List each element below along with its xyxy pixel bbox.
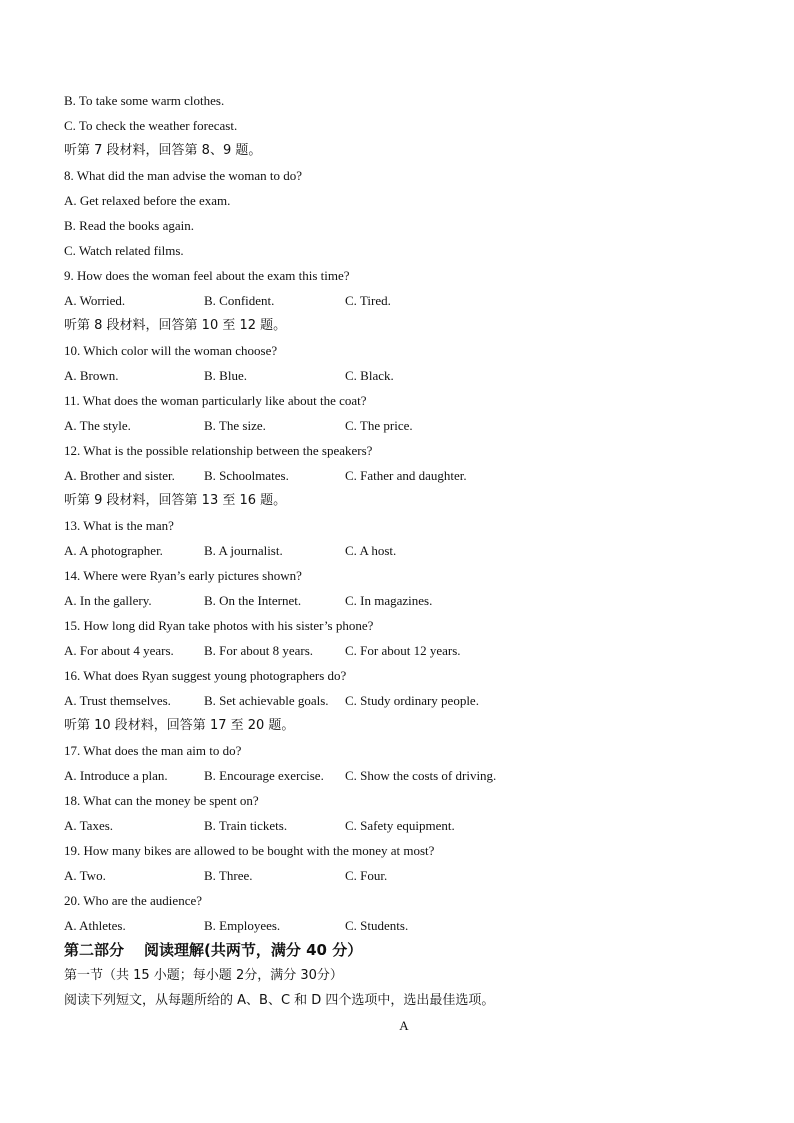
listening-instruction: 听第 7 段材料，回答第 8、9 题。 bbox=[64, 143, 262, 158]
option-c: C. Father and daughter. bbox=[345, 468, 467, 483]
option-b: B. Employees. bbox=[204, 918, 281, 933]
question-line: C. To check the weather forecast. bbox=[64, 118, 238, 133]
section-title: 阅读理解(共两节，满分 40 分） bbox=[144, 941, 363, 959]
options-row bbox=[64, 463, 744, 488]
option-c: C. Safety equipment. bbox=[345, 818, 455, 833]
options-row bbox=[64, 413, 744, 438]
listening-instruction: 听第 9 段材料，回答第 13 至 16 题。 bbox=[64, 493, 287, 508]
section-instruction: 阅读下列短文，从每题所给的 A、B、C 和 D 四个选项中，选出最佳选项。 bbox=[64, 993, 495, 1008]
listening-instruction: 听第 8 段材料，回答第 10 至 12 题。 bbox=[64, 318, 287, 333]
option-a: A. Worried. bbox=[64, 293, 126, 308]
option-b: B. Set achievable goals. bbox=[204, 693, 329, 708]
listening-instruction: 听第 10 段材料，回答第 17 至 20 题。 bbox=[64, 718, 295, 733]
option-b: B. The size. bbox=[204, 418, 266, 433]
option-a: A. Brother and sister. bbox=[64, 468, 175, 483]
options-row bbox=[64, 363, 744, 388]
option-a: A. For about 4 years. bbox=[64, 643, 174, 658]
question-line: A. Get relaxed before the exam. bbox=[64, 193, 231, 208]
option-b: B. For about 8 years. bbox=[204, 643, 314, 658]
option-c: C. For about 12 years. bbox=[345, 643, 461, 658]
option-c: C. Four. bbox=[345, 868, 388, 883]
option-b: B. Schoolmates. bbox=[204, 468, 289, 483]
question-line: B. To take some warm clothes. bbox=[64, 93, 225, 108]
question-line: 19. How many bikes are allowed to be bought with the money at most? bbox=[64, 843, 435, 858]
question-list bbox=[64, 88, 744, 938]
option-c: C. A host. bbox=[345, 543, 397, 558]
option-c: C. Tired. bbox=[345, 293, 391, 308]
option-a: A. Brown. bbox=[64, 368, 119, 383]
question-line: 18. What can the money be spent on? bbox=[64, 793, 259, 808]
question-line: 9. How does the woman feel about the exam this time? bbox=[64, 268, 350, 283]
option-c: C. Black. bbox=[345, 368, 394, 383]
option-a: A. A photographer. bbox=[64, 543, 163, 558]
option-a: A. Athletes. bbox=[64, 918, 126, 933]
option-c: C. Show the costs of driving. bbox=[345, 768, 497, 783]
section-part-label: 第二部分 bbox=[64, 941, 125, 959]
subsection-heading: 第一节（共 15 小题；每小题 2分，满分 30分） bbox=[64, 968, 343, 983]
options-row bbox=[64, 638, 744, 663]
option-b: B. Three. bbox=[204, 868, 253, 883]
question-line: B. Read the books again. bbox=[64, 218, 194, 233]
question-line: 10. Which color will the woman choose? bbox=[64, 343, 278, 358]
question-line: 12. What is the possible relationship between the speakers? bbox=[64, 443, 373, 458]
option-c: C. In magazines. bbox=[345, 593, 433, 608]
question-line: 15. How long did Ryan take photos with his sister’s phone? bbox=[64, 618, 374, 633]
option-b: B. Train tickets. bbox=[204, 818, 288, 833]
option-b: B. A journalist. bbox=[204, 543, 283, 558]
option-a: A. In the gallery. bbox=[64, 593, 152, 608]
question-line: 17. What does the man aim to do? bbox=[64, 743, 242, 758]
question-line: 14. Where were Ryan’s early pictures shown? bbox=[64, 568, 302, 583]
section-heading bbox=[64, 938, 744, 963]
question-line: 11. What does the woman particularly like about the coat? bbox=[64, 393, 367, 408]
question-line: 8. What did the man advise the woman to do? bbox=[64, 168, 303, 183]
option-a: A. The style. bbox=[64, 418, 131, 433]
option-a: A. Trust themselves. bbox=[64, 693, 171, 708]
exam-page bbox=[64, 88, 744, 1038]
option-c: C. Students. bbox=[345, 918, 409, 933]
option-a: A. Two. bbox=[64, 868, 106, 883]
question-line: 20. Who are the audience? bbox=[64, 893, 202, 908]
option-a: A. Introduce a plan. bbox=[64, 768, 168, 783]
option-a: A. Taxes. bbox=[64, 818, 114, 833]
option-b: B. Blue. bbox=[204, 368, 247, 383]
option-c: C. The price. bbox=[345, 418, 413, 433]
options-row bbox=[64, 863, 744, 888]
option-b: B. On the Internet. bbox=[204, 593, 302, 608]
option-b: B. Encourage exercise. bbox=[204, 768, 324, 783]
options-row bbox=[64, 538, 744, 563]
passage-label: A bbox=[399, 1018, 409, 1033]
options-row bbox=[64, 813, 744, 838]
options-row bbox=[64, 688, 744, 713]
question-line: 13. What is the man? bbox=[64, 518, 174, 533]
question-line: C. Watch related films. bbox=[64, 243, 184, 258]
options-row bbox=[64, 913, 744, 938]
option-c: C. Study ordinary people. bbox=[345, 693, 479, 708]
options-row bbox=[64, 763, 744, 788]
option-b: B. Confident. bbox=[204, 293, 275, 308]
question-line: 16. What does Ryan suggest young photographers do? bbox=[64, 668, 347, 683]
options-row bbox=[64, 588, 744, 613]
options-row bbox=[64, 288, 744, 313]
